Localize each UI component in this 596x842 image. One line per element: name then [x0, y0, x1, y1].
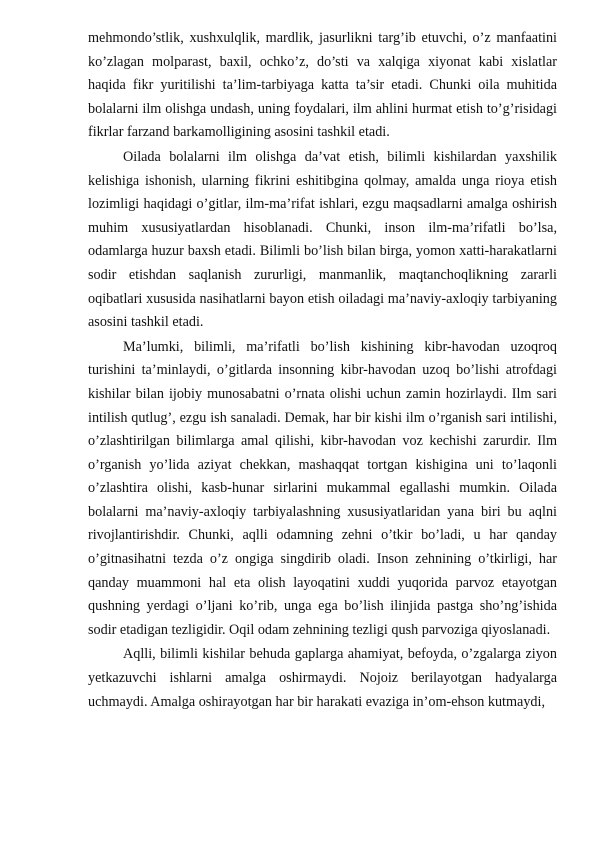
paragraph-1: mehmondo’stlik, xushxulqlik, mardlik, jasurlikni targ’ib etuvchi, o’z manfaatini ko’zlagan molparast, baxil, ochko’z, do’sti va xalqiga xiyonat kabi xislatlar haqida fikr yuritilishi ta’lim-tarbiyaga katta ta’sir etadi. Chunki oila muhitida bolalarni ilm olishga undash, uning foydalari, ilm ahlini hurmat etish to’g’risidagi fikrlar farzand barkamolligining asosini tashkil etadi.	[88, 30, 557, 141]
paragraph-2: Oilada bolalarni ilm olishga da’vat etish, bilimli kishilardan yaxshilik kelishiga ishonish, ularning fikrini eshitibgina qolmay, amalda unga rioya etish lozimligi haqidagi o’gitlar, ilm-ma’rifat ishlari, ezgu maqsadlarni amalga oshirish muhim xususiyatlardan hisoblanadi. Chunki, inson ilm-ma’rifatli bo’lsa, odamlarga huzur baxsh etadi. Bilimli bo’lish bilan birga, yomon xatti-harakatlarni sodir etishdan saqlanish zururligi, manmanlik, maqtanchoqlikning zararli oqibatlari xususida nasihatlarni bayon etish oiladagi ma’naviy-axloqiy tarbiyaning asosini tashkil etadi.	[88, 148, 557, 331]
paragraph-3: Ma’lumki, bilimli, ma’rifatli bo’lish kishining kibr-havodan uzoqroq turishini ta’minlaydi, o’gitlarda insonning kibr-havodan uzoq bo’lishi atrofdagi kishilar bilan ijobiy munosabatni o’rnata olishi uchun zamin hozirlaydi. Ilm sari intilish qutlug’, ezgu ish sanaladi. Demak, har bir kishi ilm o’rganish sari intilishi, o’zlashtirilgan bilimlarga amal qilishi, kibr-havodan voz kechishi zarurdir. Ilm o’rganish yo’lida aziyat chekkan, mashaqqat tortgan kishigina uni to’laqonli o’zlashtira olishi, kasb-hunar sirlarini mukammal egallashi mumkin. Oilada bolalarni ma’naviy-axloqiy tarbiyalashning xususiyatlaridan yana biri bu aqlni rivojlantirishdir. Chunki, aqlli odamning zehni o’tkir bo’ladi, u har qanday o’gitnasihatni tezda o’z ongiga singdirib oladi. Inson zehnining o’tkirligi, har qanday muammoni hal eta olish layoqatini xuddi yuqorida parvoz etayotgan qushning yerdagi o’ljani ko’rib, unga ega bo’lish ilinjida pastga sho’ng’ishida sodir etadigan tezligidir. Oqil odam zehnining tezligi qush parvoziga qiyoslanadi.	[88, 338, 557, 638]
document-page	[88, 27, 557, 714]
paragraph-4: Aqlli, bilimli kishilar behuda gaplarga ahamiyat, befoyda, o’zgalarga ziyon yetkazuvchi ishlarni amalga oshirmaydi. Nojoiz berilayotgan hadyalarga uchmaydi. Amalga oshirayotgan har bir harakati evaziga in’om-ehson kutmaydi,	[88, 646, 557, 710]
